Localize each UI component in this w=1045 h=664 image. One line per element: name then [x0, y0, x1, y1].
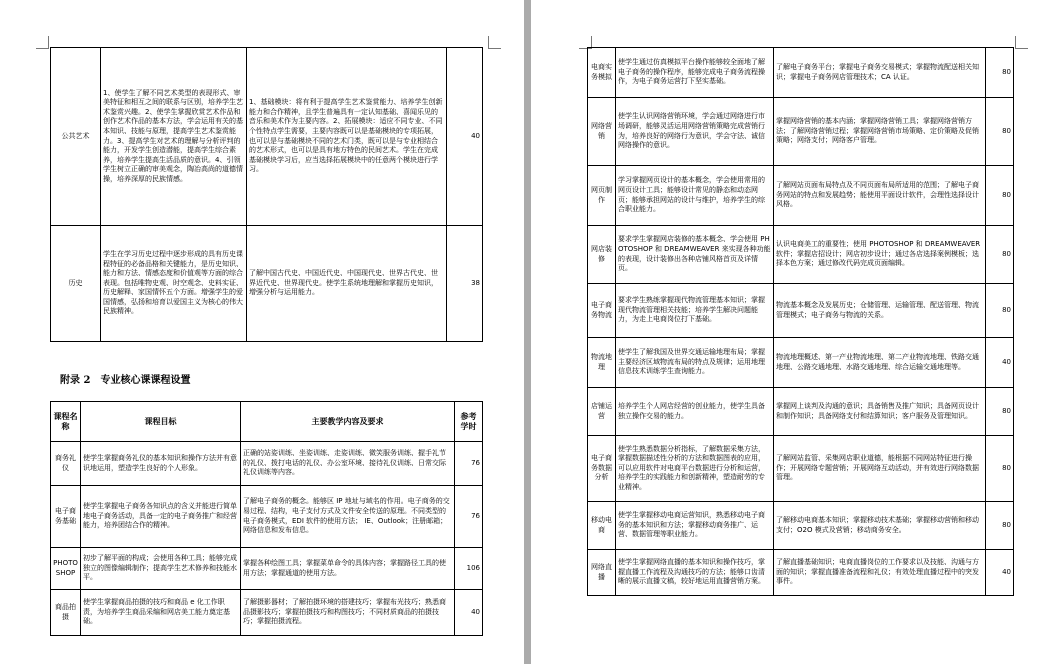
table-row — [588, 284, 1014, 338]
course-hours: 80 — [986, 166, 1014, 226]
course-content: 物流基本概念及发展历史；仓储管理、运输管理、配送管理、物流管理模式；电子商务与物流的关系。 — [774, 284, 986, 338]
course-goals: 使学生掌握移动电商运营知识，熟悉移动电子商务的基本知识和方法；掌握移动商务推广、运营、数据管理等职业能力。 — [616, 502, 774, 550]
appendix-heading: 附录 2 专业核心课课程设置 — [60, 375, 191, 386]
course-name: 电子商务基础 — [51, 486, 81, 548]
course-name: 商务礼仪 — [51, 442, 81, 486]
course-content: 了解中国古代史、中国近代史、中国现代史、世界古代史、世界近代史、世界现代史。使学生系统地理解和掌握历史知识，增强分析与运用能力。 — [247, 226, 447, 342]
course-hours: 76 — [455, 486, 483, 548]
course-goals: 使学生认识网络营销环境，学会通过网络进行市场调研，能够灵活运用网络营销策略完成营销行为，培养良好的网络行为意识，学会守法、诚信网络操作的意识。 — [616, 98, 774, 166]
table-row — [588, 436, 1014, 502]
course-goals: 要求学生掌握网店装修的基本概念、学会使用 PHOTOSHOP 和 DREAMWEAVER 来实现各种功能的表现，设计装修出各种店铺风格首页及详情页。 — [616, 226, 774, 284]
core-courses-table-continued — [587, 47, 1014, 596]
course-goals: 使学生掌握商务礼仪的基本知识和操作方法并有意识地运用，塑造学生良好的个人形象。 — [81, 442, 241, 486]
course-content: 物流地理概述、第一产业物流地理、第二产业物流地理、铁路交通地理、公路交通地理、水路交通地理、综合运输交通地理等。 — [774, 338, 986, 388]
table-row — [51, 48, 483, 226]
course-name: 电子商务数据分析 — [588, 436, 616, 502]
course-goals: 使学生了解我国及世界交通运输地理布局；掌握主要经济区域物流布局的特点及规律；运用地理信息技术训练学生查询能力。 — [616, 338, 774, 388]
course-goals: 使学生掌握网络直播的基本知识和操作技巧，掌握直播工作流程及沟通技巧的方法；能够口齿清晰的展示直播文稿，较好地运用直播营销方案。 — [616, 550, 774, 596]
core-courses-table — [50, 401, 483, 636]
course-hours: 76 — [455, 442, 483, 486]
course-content: 认识电商美工的重要性；使用 PHOTOSHOP 和 DREAMWEAVER 软件；掌握店招设计；网店初步设计；通过各店选择案例模板；选择本色方案；通过修改代码完成页面编辑。 — [774, 226, 986, 284]
table-row — [588, 226, 1014, 284]
right-page — [531, 0, 1045, 664]
course-hours: 80 — [986, 48, 1014, 98]
course-content: 了解电子商务平台；掌握电子商务交易模式；掌握物流配送相关知识；掌握电子商务网店管理技术；CA 认证。 — [774, 48, 986, 98]
course-name: 商品拍摄 — [51, 590, 81, 636]
course-goals: 要求学生熟练掌握现代物流管理基本知识；掌握现代物流管理相关技能；培养学生解决问题能力，为走上电商岗位打下基础。 — [616, 284, 774, 338]
course-hours: 40 — [447, 48, 483, 226]
course-goals: 使学生熟悉数据分析指标，了解数据采集方法，掌握数据描述性分析的方法和数据图表的应用，可以应用软件对电商平台数据进行分析和运营，培养学生的实践能力和创新精神，塑造耐劳的专业精神。 — [616, 436, 774, 502]
course-name: 网页制作 — [588, 166, 616, 226]
crop-mark-top-left — [36, 36, 49, 49]
course-name: 网络直播 — [588, 550, 616, 596]
course-goals: 使学生掌握电子商务各知识点的含义并能进行简单地电子商务活动，具备一定的电子商务推广和经营能力，培养团结合作的精神。 — [81, 486, 241, 548]
header-course-hours: 参考学时 — [455, 402, 483, 442]
table-row — [51, 226, 483, 342]
table-row — [51, 548, 483, 590]
course-content: 了解网站监管、采集网店职业道德，能根据不同网站特征进行操作；开展网络专题营销；开展网络互动活动，并有效进行网络数据管理。 — [774, 436, 986, 502]
course-hours: 106 — [455, 548, 483, 590]
course-content: 了解直播基础知识；电商直播岗位的工作要求以及技能、沟通与方面的知识；掌握直播准备流程和礼仪；有效处理直播过程中的突发事件。 — [774, 550, 986, 596]
course-goals: 学生在学习历史过程中逐步形成的具有历史课程特征的必备品格和关键能力，是历史知识、能力和方法、情感态度和价值观等方面的综合表现。包括唯物史观、时空观念、史料实证、历史解释、家国情怀五个方面。增强学生的爱国情感，弘扬和培育以爱国主义为核心的伟大民族精神。 — [101, 226, 247, 342]
course-content: 掌握网络营销的基本内涵；掌握网络营销工具；掌握网络营销方法；了解网络营销过程；掌握网络营销市场策略、定价策略及促销策略；网络支付；网络客户管理。 — [774, 98, 986, 166]
course-hours: 40 — [986, 550, 1014, 596]
course-goals: 初步了解平面的构成；会使用各种工具；能够完成独立的图像编辑制作；提高学生艺术修养和技能水平。 — [81, 548, 241, 590]
crop-mark-top-right — [488, 36, 501, 49]
header-course-content: 主要教学内容及要求 — [241, 402, 455, 442]
table-row — [51, 442, 483, 486]
course-goals: 使学生掌握商品拍摄的技巧和商品 e 化工作职责，为培养学生商品采编和网店美工能力奠定基础。 — [81, 590, 241, 636]
table-row — [588, 338, 1014, 388]
course-name: 公共艺术 — [51, 48, 101, 226]
table-row — [588, 502, 1014, 550]
course-hours: 40 — [986, 338, 1014, 388]
course-hours: 80 — [986, 226, 1014, 284]
course-hours: 80 — [986, 98, 1014, 166]
course-name: 物流地理 — [588, 338, 616, 388]
course-goals: 学习掌握网页设计的基本概念，学会使用常用的网页设计工具；能够设计常见的静态和动态网页；能够承担网站的设计与维护，培养学生的综合职业能力。 — [616, 166, 774, 226]
table-row — [51, 486, 483, 548]
course-name: 网店装修 — [588, 226, 616, 284]
course-name: 电商实务模拟 — [588, 48, 616, 98]
course-goals: 使学生通过仿真模拟平台操作能够较全面地了解电子商务的操作程序，能够完成电子商务流程操作，为电子商务运营打下坚实基础。 — [616, 48, 774, 98]
course-name: 电子商务物流 — [588, 284, 616, 338]
course-content: 掌握各种绘图工具；掌握菜单命令的具体内容；掌握路径工具的使用方法；掌握通道的使用方法。 — [241, 548, 455, 590]
header-course-name: 课程名称 — [51, 402, 81, 442]
course-hours: 38 — [447, 226, 483, 342]
course-name: 网络营销 — [588, 98, 616, 166]
course-hours: 80 — [986, 436, 1014, 502]
table-row — [588, 48, 1014, 98]
course-name: 移动电商 — [588, 502, 616, 550]
table-row — [588, 550, 1014, 596]
course-content: 掌握网上谈判及沟通的意识；具备销售及推广知识；具备网页设计和制作知识；具备网络支付和结算知识；客户服务及管理知识。 — [774, 388, 986, 436]
table-row — [588, 388, 1014, 436]
course-content: 了解移动电商基本知识；掌握移动技术基础；掌握移动营销和移动支付；O2O 模式及营销；移动商务安全。 — [774, 502, 986, 550]
course-hours: 80 — [986, 284, 1014, 338]
course-name: PHOTOSHOP — [51, 548, 81, 590]
course-name: 店铺运营 — [588, 388, 616, 436]
crop-mark-top-right — [1015, 36, 1028, 49]
table-header-row — [51, 402, 483, 442]
table-row — [588, 166, 1014, 226]
course-content: 了解摄影器材；了解拍摄环境的搭建技巧；掌握布光技巧；熟悉商品摄影技巧；掌握拍摄技巧和构图技巧；不同材质商品的拍摄技巧；掌握拍摄流程。 — [241, 590, 455, 636]
course-hours: 80 — [986, 388, 1014, 436]
table-row — [588, 98, 1014, 166]
table-row — [51, 590, 483, 636]
general-courses-table — [50, 47, 483, 342]
course-content: 了解电子商务的概念。能够区 IP 地址与域名的作用。电子商务的交易过程、结构，电子支付方式及文件安全传送的原理。不同类型的电子商务模式，EDI 软件的使用方法； IE、Outlook；注册邮箱；网络信息和发布信息。 — [241, 486, 455, 548]
course-hours: 40 — [455, 590, 483, 636]
course-name: 历史 — [51, 226, 101, 342]
course-hours: 80 — [986, 502, 1014, 550]
header-course-goals: 课程目标 — [81, 402, 241, 442]
course-content: 1、基础模块：将有利于提高学生艺术鉴赏能力、培养学生创新能力和合作精神，且学生普遍具有一定认知基础、喜闻乐见的音乐和美术作为主要内容。2、拓展模块：适应不同专业、不同个性特点学生需要，主要内容既可以是基础模块的专项拓展，也可以是与基础模块不同的艺术门类，既可以是与专业相结合的艺术形式，也可以是具有地方特色的民间艺术。学生在完成基础模块学习后，应当选择拓展模块中的任意两个模块进行学习。 — [247, 48, 447, 226]
course-goals: 1、使学生了解不同艺术类型的表现形式、审美特征和相互之间的联系与区别，培养学生艺术鉴赏兴趣。2、使学生掌握欣赏艺术作品和创作艺术作品的基本方法，学会运用有关的基本知识、技能与原理，提高学生艺术鉴赏能力。3、提高学生对艺术的理解与分析评判的能力，开发学生创造潜能，提高学生综合素养，培养学生提高生活品质的意识。4、引领学生树立正确的审美观念，陶冶高尚的道德情操，培养深厚的民族情感。 — [101, 48, 247, 226]
course-content: 正确的站姿训练、坐姿训练、走姿训练、微笑服务训练、握手礼节的礼仪、拨打电话的礼仪、办公室环境、接待礼仪训练、日常交际礼仪训练等内容。 — [241, 442, 455, 486]
course-content: 了解网站页面布局特点及不同页面布局所适用的范围；了解电子商务网站的特点和发展趋势；能使用平面设计软件，会理性选择设计风格。 — [774, 166, 986, 226]
course-goals: 培养学生个人网店经营的创业能力，使学生具备独立操作交易的能力。 — [616, 388, 774, 436]
